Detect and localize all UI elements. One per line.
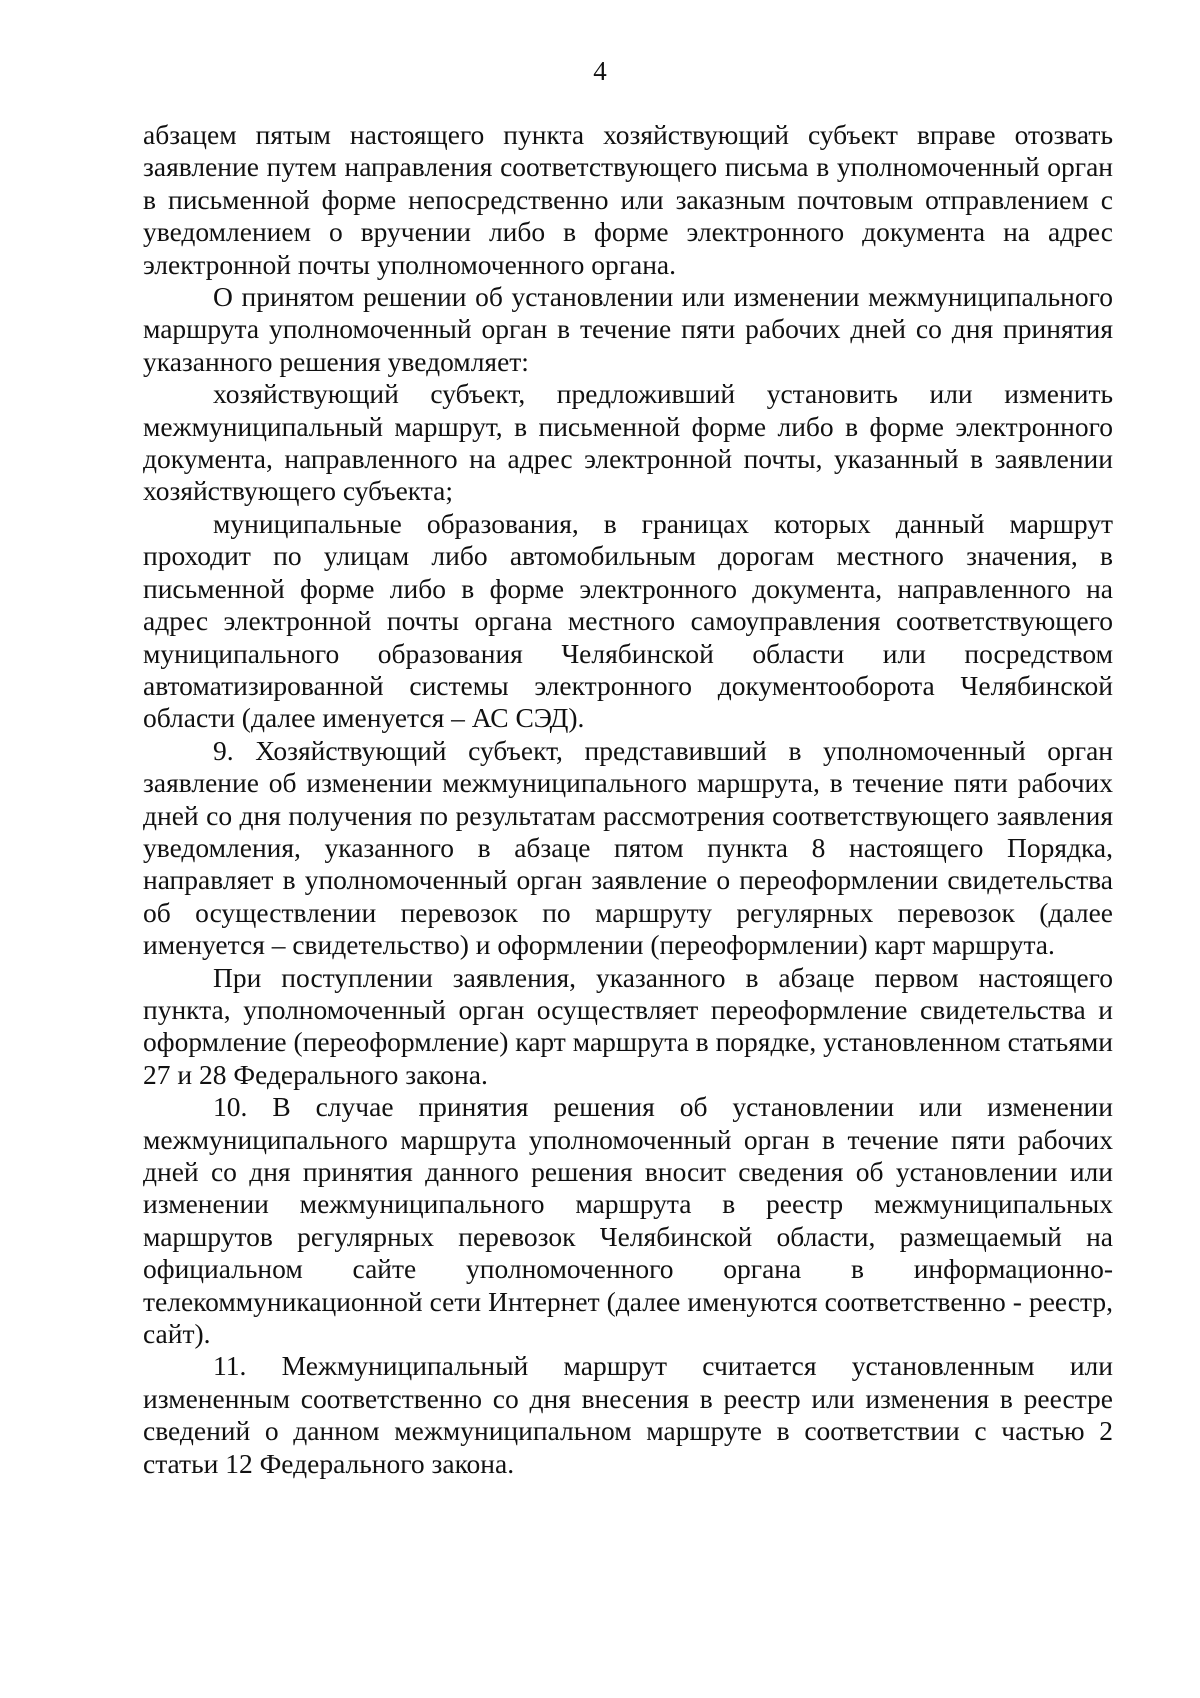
- document-body: [143, 119, 1113, 1480]
- paragraph-continuation: абзацем пятым настоящего пункта хозяйствующий субъект вправе отозвать заявление путем направления соответствующего письма в уполномоченный орган в письменной форме непосредственно или заказным почтовым отправлением с уведомлением о вручении либо в форме электронного документа на адрес электронной почты уполномоченного органа.: [143, 119, 1113, 280]
- paragraph-municipalities-notice: муниципальные образования, в границах которых данный маршрут проходит по улицам либо автомобильным дорогам местного значения, в письменной форме либо в форме электронного документа, направленного на адрес электронной почты органа местного самоуправления соответствующего муниципального образования Челябинской области или посредством автоматизированной системы электронного документооборота Челябинской области (далее именуется – АС СЭД).: [143, 507, 1113, 734]
- paragraph-item-9: 9. Хозяйствующий субъект, представивший в уполномоченный орган заявление об изменении межмуниципального маршрута, в течение пяти рабочих дней со дня получения по результатам рассмотрения соответствующего заявления уведомления, указанного в абзаце пятом пункта 8 настоящего Порядка, направляет в уполномоченный орган заявление о переоформлении свидетельства об осуществлении перевозок по маршруту регулярных перевозок (далее именуется – свидетельство) и оформлении (переоформлении) карт маршрута.: [143, 734, 1113, 961]
- paragraph-business-entity-notice: хозяйствующий субъект, предложивший установить или изменить межмуниципальный маршрут, в письменной форме либо в форме электронного документа, направленного на адрес электронной почты, указанный в заявлении хозяйствующего субъекта;: [143, 378, 1113, 507]
- paragraph-item-10: 10. В случае принятия решения об установлении или изменении межмуниципального маршрута уполномоченный орган в течение пяти рабочих дней со дня принятия данного решения вносит сведения об установлении или изменении межмуниципального маршрута в реестр межмуниципальных маршрутов регулярных перевозок Челябинской области, размещаемый на официальном сайте уполномоченного органа в информационно-телекоммуникационной сети Интернет (далее именуются соответственно - реестр, сайт).: [143, 1091, 1113, 1350]
- paragraph-item-11: 11. Межмуниципальный маршрут считается установленным или измененным соответственно со дня внесения в реестр или изменения в реестре сведений о данном межмуниципальном маршруте в соответствии с частью 2 статьи 12 Федерального закона.: [143, 1350, 1113, 1479]
- paragraph-certificate-reissue: При поступлении заявления, указанного в абзаце первом настоящего пункта, уполномоченный орган осуществляет переоформление свидетельства и оформление (переоформление) карт маршрута в порядке, установленном статьями 27 и 28 Федерального закона.: [143, 961, 1113, 1090]
- paragraph-decision-notice: О принятом решении об установлении или изменении межмуниципального маршрута уполномоченный орган в течение пяти рабочих дней со дня принятия указанного решения уведомляет:: [143, 281, 1113, 377]
- page-number: 4: [593, 56, 607, 86]
